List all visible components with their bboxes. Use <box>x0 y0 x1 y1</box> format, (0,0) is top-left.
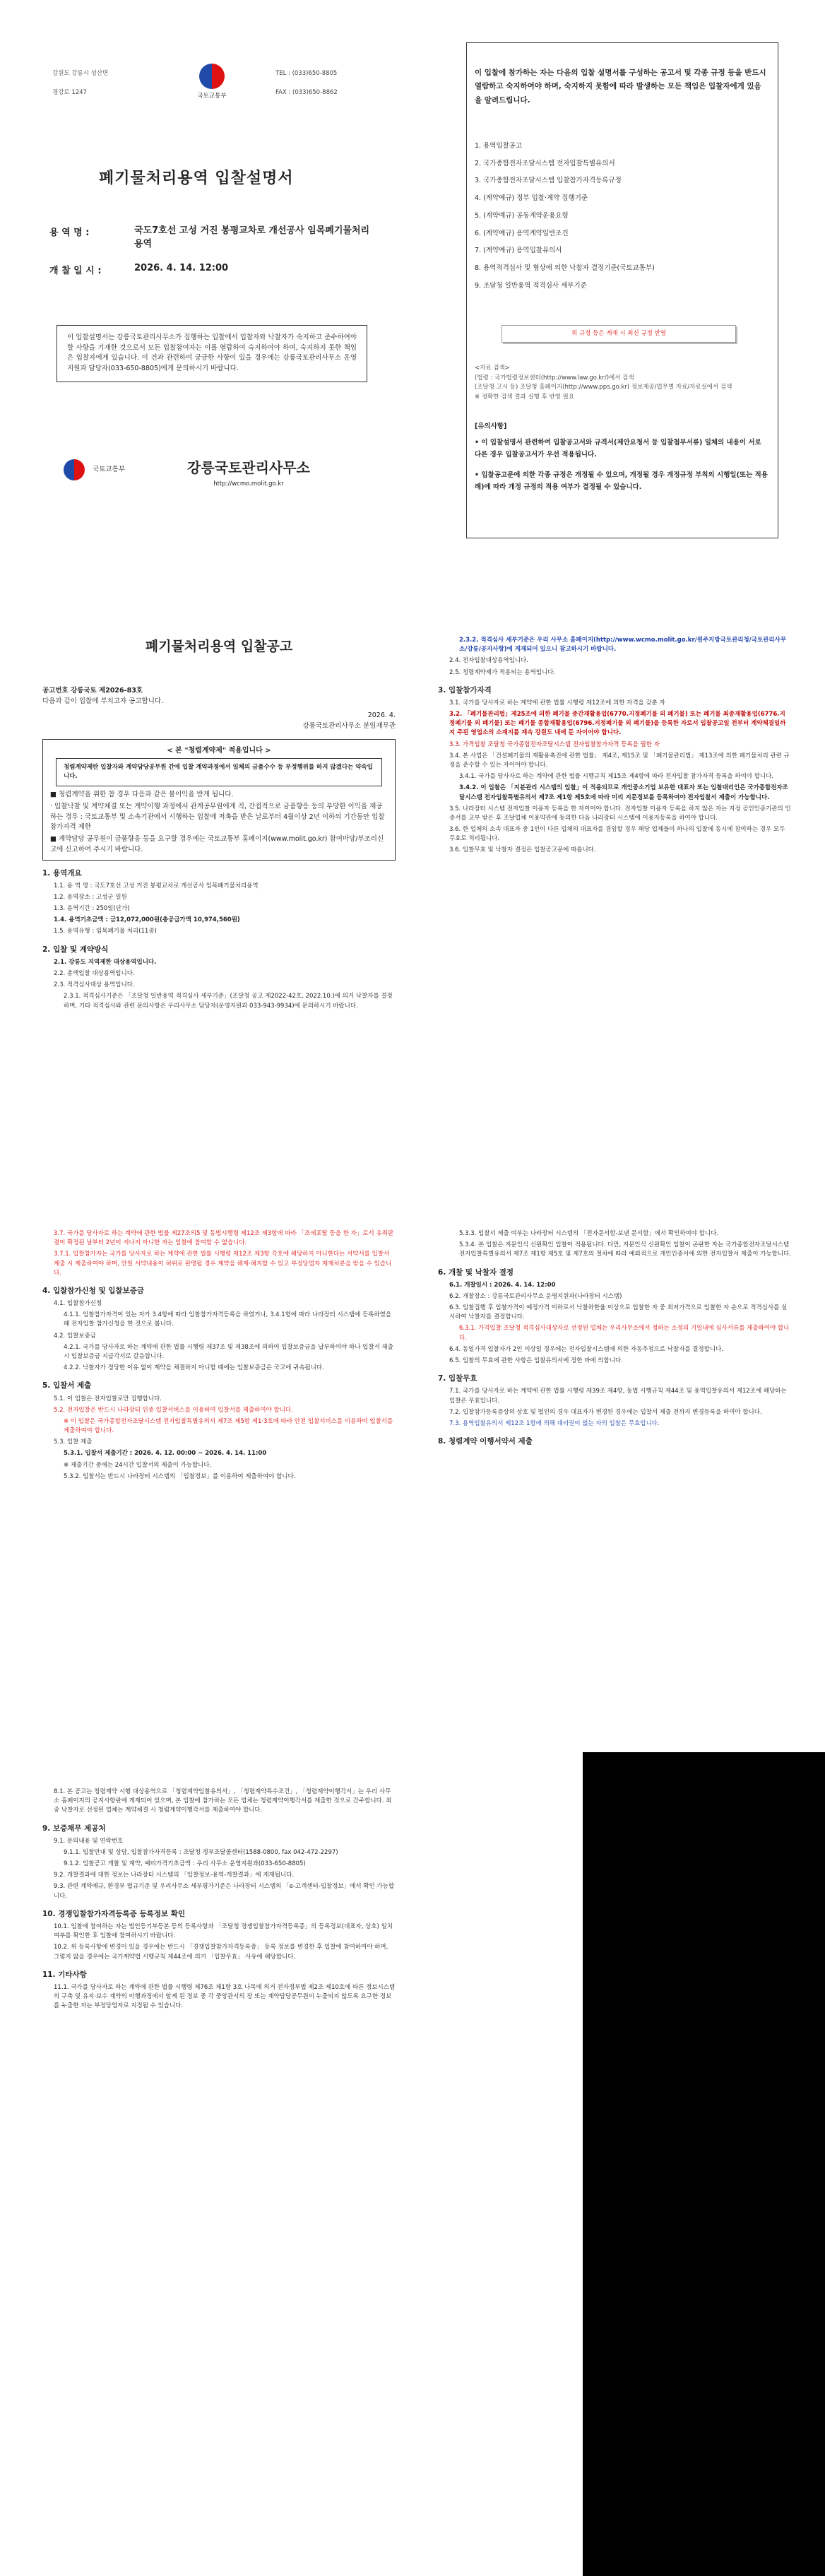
notice-subtitle: 다음과 같이 입찰에 부치고자 공고합니다. <box>42 697 164 705</box>
footer-emblem-icon <box>64 459 85 480</box>
section-item: 1.5. 용역유형 : 임목폐기물 처리(11종) <box>54 928 157 935</box>
blank-region <box>583 1752 825 2576</box>
section-item: 3.4.2. 이 입찰은 「지분관리 시스템의 입찰」이 적용되므로 개인중소기업 보유한 대표자 또는 입찰대리인은 국가종합전자조달시스템 전자입찰특별유의서 제7조 제1항 제5호에 따라 미리 지문정보를 등록하여야 전자입찰서 제출이 가능합니다. <box>459 784 788 801</box>
cover-fax: FAX : (033)650-8862 <box>275 89 338 97</box>
section-item: 9.1. 문의내용 및 연락번호 <box>54 1837 124 1845</box>
source-line: (법령 : 국가법령정보센터(http://www.law.go.kr/)에서 검색 <box>475 374 634 382</box>
section-head: 11. 기타사항 <box>42 1970 87 1979</box>
regulation-item: 5. (계약예규) 공동계약운용요령 <box>475 211 569 220</box>
cover-org: 강원도 강릉시 성산면 <box>52 70 109 77</box>
section-item: 4.1.1. 입찰참가자격이 있는 자가 3.4항에 따라 입찰참가자격등록을 하였거나, 3.4.1항에 따라 나라장터 시스템에 등록하였을 때 전자입찰 참가신청을 한 것으로 봅니다. <box>64 1311 392 1328</box>
section-item: 7.1. 국가를 당사자로 하는 계약에 관한 법률 시행령 제39조 제4항, 동법 시행규칙 제44조 및 용역입찰유의서 제12조에 해당하는 입찰은 무효입니다. <box>449 1388 787 1405</box>
cover-page <box>42 42 381 523</box>
section-head: 10. 경쟁입찰참가자격등록증 등록정보 확인 <box>42 1909 185 1918</box>
section-head: 3. 입찰참가자격 <box>438 685 492 695</box>
page5-left-col <box>42 1788 396 2014</box>
section-item: 4.2. 입찰보증금 <box>54 1332 96 1340</box>
section-item: 10.1. 입찰에 참여하는 자는 법인등기부등본 등의 등록사항과 「조달청 경쟁입찰참가자격등록증」의 등록정보(대표자, 상호) 일치여부를 확인한 후 입찰에 참여하시기 바랍니다. <box>54 1923 393 1940</box>
cover-notice-text: 이 입찰설명서는 강릉국토관리사무소가 집행하는 입찰에서 입찰자와 낙찰자가 숙지하고 준수하여야 할 사항을 기재한 것으로서 모든 입찰참여자는 이를 열람하여 숙지하여야 하며, 숙지하지 못한 책임은 입찰자에게 있습니다. 이 건과 관련하여 궁금한 사항이 있을 경우에는 강릉국토관리사무소 운영지원과 담당자(033-650-8805)에게 문의하시기 바랍니다. <box>67 333 357 373</box>
section-item: 5.3.4. 본 입찰은 지문인식 신원확인 입찰이 적용됩니다. 다만, 지문인식 신원확인 입찰이 곤란한 자는 국가종합전자조달시스템 전자입찰특별유의서 제7조 제1항 제5호 및 제7호의 절차에 따라 예외적으로 개인인증서에 의한 전자입찰서 제출이 가능합니다. <box>459 1241 792 1258</box>
section-item: 9.2. 개찰결과에 대한 정보는 나라장터 시스템의 「입찰정보-용역-개찰결과」에 게재됩니다. <box>54 1872 295 1879</box>
source-line: (조달청 고시 등) 조달청 홈페이지(http://www.pps.go.kr) 정보제공/업무별 자료/자료실에서 검색 <box>475 384 732 391</box>
notice-left-col <box>42 636 396 1013</box>
ministry-logo <box>187 64 237 101</box>
footer-url[interactable]: http://wcmo.molit.go.kr <box>213 480 284 488</box>
pledge-body: 청렴계약제란 입찰자와 계약담당공무원 간에 입찰 계약과정에서 일체의 금품수수 등 부정행위를 하지 않겠다는 약속입니다. <box>64 763 373 781</box>
section-item: 5.3.2. 입찰서는 반드시 나라장터 시스템의 「입찰정보」를 이용하여 제출하여야 합니다. <box>64 1472 296 1480</box>
cover-footer <box>64 459 367 488</box>
cover-notice-box <box>57 325 367 382</box>
section-head: 7. 입찰무효 <box>438 1374 477 1383</box>
section-item: 6.3. 입찰집행 후 입찰가격이 예정가격 이하로서 낙찰하한율 이상으로 입찰한 자 중 최저가격으로 입찰한 자 순으로 적격심사를 실시하여 낙찰자를 결정합니다. <box>449 1304 788 1321</box>
section-item: 3.4. 본 사업은 「건설폐기물의 재활용촉진에 관한 법률」 제4조, 제15조 및 「폐기물관리법」 제13조에 의한 폐기물처리 관련 규정을 준수할 수 있는 자이어야 합니다. <box>449 752 790 769</box>
section-item: 3.4.1. 국가를 당사자로 하는 계약에 관한 법률 시행규칙 제15조 제4항에 따라 전자입찰 참가자격 등록을 하여야 합니다. <box>459 773 774 781</box>
section-2 <box>42 944 396 1011</box>
page4-right-col <box>438 1229 791 1450</box>
section-item: 7.2. 입찰참가등록증상의 상호 및 법인의 경우 대표자가 변경된 경우에는 입찰서 제출 전까지 변경등록을 하여야 합니다. <box>449 1408 762 1416</box>
regulation-item: 9. 조달청 일반용역 적격심사 세부기준 <box>475 281 587 290</box>
guide-notes <box>475 420 768 493</box>
section-item: 9.1.2. 입찰공고 개찰 및 계약, 예비가격기초금액 : 우리 사무소 운영지원과(033-650-8805) <box>64 1860 306 1868</box>
section-item: 8.1. 본 공고는 청렴계약 시행 대상용역으로 「청렴계약입찰유의서」, 「청렴계약특수조건」, 「청렴계약이행각서」는 우리 사무소 홈페이지의 공지사항란에 게재되어 있으며, 본 입찰에 참가하는 모든 업체는 청렴계약이행각서를 제출한 것으로 간주합니다. 최종 낙찰자로 선정된 업체는 계약체결 시 청렴계약이행각서를 제출하여야 합니다. <box>54 1788 392 1814</box>
section-item: 5.3.1. 입찰서 제출기간 : 2026. 4. 12. 00:00 ~ 2026. 4. 14. 11:00 <box>64 1450 267 1458</box>
section-item: ※ 제출기간 중에는 24시간 입찰서의 제출이 가능합니다. <box>64 1461 212 1469</box>
section-item: 2.3. 적격심사대상 용역입니다. <box>54 981 135 989</box>
pledge-bullet: ■ 계약담당 공무원이 금품향응 등을 요구할 경우에는 국토교통부 홈페이지(www.molit.go.kr) 참여마당/부조리신고에 신고하여 주시기 바랍니다. <box>50 835 384 853</box>
regulation-item: 1. 용역입찰공고 <box>475 142 523 150</box>
cover-address: 경강로 1247 <box>52 89 87 97</box>
section-item: 6.3.1. 가격입찰 조달청 적격심사대상자로 선정된 업체는 우리사무소에서 정하는 소정의 기일내에 심사서류를 제출하여야 합니다. <box>459 1325 790 1342</box>
regulation-item: 3. 국가종합전자조달시스템 입찰참가자격등록규정 <box>475 177 622 185</box>
footer-office-name: 강릉국토관리사무소 <box>187 459 310 476</box>
notice-title: 폐기물처리용역 입찰공고 <box>145 639 293 654</box>
page4-left-col <box>42 1229 396 1484</box>
section-head: 9. 보증채무 제공처 <box>42 1824 106 1833</box>
section-item: 3.6. 입찰무효 및 낙찰자 결정은 입찰공고문에 따릅니다. <box>449 846 596 854</box>
section-item: 3.7. 국가를 당사자로 하는 계약에 관한 법률 제27조의5 및 동법시행령 제12조 제3항에 따라 「조세포탈 등을 한 자」로서 유죄판결이 확정된 날부터 2년이 지나지 아니한 자는 입찰에 참여할 수 없습니다. <box>54 1230 394 1247</box>
notice-signer: 강릉국토관리사무소 분임재무관 <box>302 722 396 731</box>
cover-header-left <box>52 69 108 98</box>
source-info <box>475 364 768 402</box>
notice-number: 공고번호 강릉국토 제2026-83호 <box>42 687 143 695</box>
section-item: 3.1. 국가를 당사자로 하는 계약에 관한 법률 시행령 제12조에 의한 자격을 갖춘 자 <box>449 699 665 707</box>
section-item: 6.2. 개찰장소 : 강릉국토관리사무소 운영지원과(나라장터 시스템) <box>449 1292 622 1300</box>
guide-page <box>466 42 784 565</box>
regulation-item: 6. (계약예규) 용역계약일반조건 <box>475 229 569 237</box>
section-head: 5. 입찰서 제출 <box>42 1381 92 1390</box>
section-item: 4.1. 입찰참가신청 <box>54 1300 102 1308</box>
source-head: <자료 검색> <box>475 365 510 372</box>
guide-intro: 이 입찰에 참가하는 자는 다음의 입찰 설명서를 구성하는 공고서 및 각종 규정 등을 반드시 열람하고 숙지하여야 하며, 숙지하지 못함에 따라 발생하는 모든 책임은 입찰자에게 있음을 알려드립니다. <box>475 69 766 105</box>
section-item: 5.2. 전자입찰은 반드시 나라장터 인증 입찰서버스를 이용하여 입찰서를 제출하여야 합니다. <box>54 1406 293 1414</box>
pledge-bullet: ■ 청렴계약을 위한 참 경우 다음과 같은 불이익을 받게 됩니다. <box>50 791 234 799</box>
regulation-item: 8. 용역적격심사 및 협상에 의한 낙찰자 결정기준(국토교통부) <box>475 264 655 273</box>
ministry-name: 국토교통부 <box>197 93 227 100</box>
section-item: 3.7.1. 입찰참가자는 국가를 당사자로 하는 계약에 관한 법률 시행령 제12조 제3항 각호에 해당하지 아니한다는 서약서를 입찰서 제출 시 제출하여야 하며, 만일 서약내용이 허위로 판명될 경우 계약을 해제·해지할 수 있고 부정당업자 제재처분을 받을 수 있습니다. <box>54 1251 392 1277</box>
section-head: 1. 용역개요 <box>42 868 82 878</box>
section-item: 9.1.1. 입찰안내 및 상담, 입찰참가자격등록 : 조달청 정부조달콜센터(1588-0800, fax 042-472-2297) <box>64 1848 338 1856</box>
section-item: 5.1. 이 입찰은 전자입찰로만 집행합니다. <box>54 1395 162 1402</box>
section-item: ※ 이 입찰은 국가종합전자조달시스템 전자입찰특별유의서 제7조 제5항 제1·3호에 따라 안전 입찰서비스를 이용하여 입찰서를 제출하여야 합니다. <box>64 1417 393 1435</box>
regulation-banner: 위 규정 등은 게재 시 최신 규정 반영 <box>501 325 736 343</box>
cover-header-right <box>275 69 338 98</box>
section-item: 2.5. 청렴계약제가 적용되는 용역입니다. <box>449 668 556 676</box>
section-item: 11.1. 국가를 당사자로 하는 계약에 관한 법률 시행령 제76조 제1항 3호 나목에 의거 전자정부법 제2조 제10호에 따른 정보시스템의 구축 및 유지·보수 계약의 이행과정에서 알게 된 정보 중 각 중앙관서의 장 또는 계약담당공무원이 누출되지 않도록 요구한 정보를 누출한 자는 부정당업자로 지정될 수 있습니다. <box>54 1984 396 2010</box>
section-item: 3.6. 한 업체의 소속 대표자 중 1인이 다른 업체의 대표자를 겸임할 경우 해당 업체들이 하나의 입찰에 동시에 참여하는 경우 모두 무효로 처리됩니다. <box>449 826 785 843</box>
section-item: 1.1. 용 역 명 : 국도7호선 고성 거진 봉평교차로 개선공사 임목폐기물처리용역 <box>54 882 259 890</box>
source-line: ※ 정확한 검색 결과 실행 후 반영 필요 <box>475 393 574 401</box>
section-item: 6.5. 입찰의 무효에 관한 사항은 입찰유의서에 정한 바에 의합니다. <box>449 1357 623 1364</box>
section-item: 3.3. 가격입찰 조달청 국가종합전자조달시스템 전자입찰참가자격 등록을 필한 자 <box>449 740 660 748</box>
section-item: 4.2.1. 국가를 당사자로 하는 계약에 관한 법률 시행령 제37조 및 제38조에 의하여 입찰보증금을 납부하여야 하나 입찰서 제출 시 입찰보증금 지급각서로 갈음합니다. <box>64 1343 393 1360</box>
section-item: 2.3.2. 적격심사 세부기준은 우리 사무소 홈페이지(http://www.wcmo.molit.go.kr/원주지방국토관리청/국토관리사무소/강릉/공지사항)에 게재되어 있으니 참고하시기 바랍니다. <box>459 637 787 654</box>
notice-right-col <box>438 636 791 858</box>
pledge-head: < 본 "청렴계약제" 적용입니다 > <box>167 746 271 755</box>
section-head: 8. 청렴계약 이행서약서 제출 <box>438 1437 533 1446</box>
regulation-item: 4. (계약예규) 정부 입찰·계약 집행기준 <box>475 194 588 203</box>
regulation-item: 2. 국가종합전자조달시스템 전자입찰특별유의서 <box>475 159 615 167</box>
integrity-pledge-box <box>42 739 396 861</box>
section-item: 1.2. 용역장소 : 고성군 일원 <box>54 893 127 901</box>
section-item: 2.2. 총액입찰 대상용역입니다. <box>54 970 135 978</box>
section-item: 2.1. 강릉도 지역제한 대상용역입니다. <box>54 958 157 966</box>
note-item: • 이 입찰설명서 관련하여 입찰공고서와 규격서(제안요청서 등 입찰첨부서류) 일체의 내용이 서로 다른 경우 입찰공고서가 우선 적용됩니다. <box>475 439 761 459</box>
pledge-bullet: · 입찰낙찰 및 계약체결 또는 계약이행 과정에서 관계공무원에게 직, 간접적으로 금품향응 등의 부당한 이익을 제공하는 경우 : 국토교통부 및 소속기관에서 시행하는 입찰에 저촉을 받은 날로부터 4월이상 2년 이하의 기간동안 입찰참가자격 제한 <box>50 802 385 832</box>
section-item: 6.1. 개찰일시 : 2026. 4. 14. 12:00 <box>449 1281 556 1289</box>
section-item: 3.2. 「폐기물관리법」제25조에 의한 폐기물 중간재활용업(6770.지정폐기물 외 폐기물) 또는 폐기물 최종재활용업(6776.지정폐기물 외 폐기물) 또는 폐기물 종합재활용업(6796.지정폐기물 외 폐기물)을 등록한 자로서 입찰공고일 전부터 계약체결일까지 주된 영업소의 소재지를 계속 강원도 내에 둔 자이어야 합니다. <box>449 711 786 737</box>
section-item: 3.5. 나라장터 시스템 전자입찰 이용자 등록을 한 자이어야 합니다. 전자입찰 이용자 등록을 하지 않은 자는 지정 공인인증기관의 인증서를 교부 받은 후 조달업체 이용약관에 동의한 다음 나라장터 시스템에 이용자등록을 하여야 합니다. <box>449 805 791 822</box>
note-item: • 입찰공고문에 의한 각종 규정은 개정될 수 있으며, 개정될 경우 개정규정 부칙의 시행일(또는 적용례)에 따라 개정 규정의 적용 여부가 결정될 수 있습니다. <box>475 471 768 492</box>
regulation-list <box>475 141 768 298</box>
project-name: 국도7호선 고성 거진 봉평교차로 개선공사 임목폐기물처리용역 <box>134 225 370 249</box>
section-item: 9.3. 관련 계약예규, 환경부 법규기준 및 우리사무소 세부평가기준은 나라장터 시스템의 「e-고객센터-입찰정보」에서 확인 가능합니다. <box>54 1883 395 1900</box>
section-item: 7.3. 용역입찰유의서 제12조 1항에 의해 대리권이 없는 자의 입찰은 무효입니다. <box>449 1419 660 1427</box>
section-item: 5.3. 입찰 제출 <box>54 1438 93 1446</box>
notes-head: [유의사항] <box>475 423 507 430</box>
section-item: 1.3. 용역기간 : 250일(단가) <box>54 905 130 913</box>
section-1 <box>42 868 396 937</box>
regulation-item: 7. (계약예규) 용역입찰유의서 <box>475 247 562 255</box>
section-head: 2. 입찰 및 계약방식 <box>42 945 109 954</box>
section-item: 1.4. 용역기초금액 : 금12,072,000원(총공급가액 10,974,560원) <box>54 916 240 924</box>
footer-ministry: 국토교통부 <box>93 465 125 473</box>
opening-date-value: 2026. 4. 14. 12:00 <box>134 262 229 273</box>
ministry-emblem-icon <box>199 64 225 89</box>
section-item: 5.3.3. 입찰서 제출 여부는 나라장터 시스템의 「전자문서함-보낸 문서함」에서 확인하여야 합니다. <box>459 1230 719 1237</box>
section-item: 10.2. 위 등록사항에 변경이 있을 경우에는 반드시 「경쟁입찰참가자격등록증」 등록 정보를 변경한 후 입찰에 참여하여야 하며, 그렇지 않을 경우에는 국가계약법 시행규칙 제44조에 의거 「입찰무효」 사유에 해당합니다. <box>54 1944 388 1961</box>
notice-date: 2026. 4. <box>367 711 396 720</box>
section-item: 6.4. 동일가격 입찰자가 2인 이상일 경우에는 전자입찰시스템에 의한 자동추첨으로 낙찰자를 결정합니다. <box>449 1345 724 1353</box>
section-head: 6. 개찰 및 낙찰자 결정 <box>438 1268 514 1277</box>
cover-title: 폐기물처리용역 입찰설명서 <box>99 169 294 187</box>
project-info <box>49 225 374 276</box>
section-head: 4. 입찰참가신청 및 입찰보증금 <box>42 1286 144 1295</box>
project-label: 용 역 명 : <box>49 228 90 238</box>
section-item: 2.3.1. 적격심사기준은 「조달청 일반용역 적격심사 세부기준」(조달청 공고 제2022-42호, 2022.10.)에 의거 낙찰자를 결정하며, 기타 적격심사와 관련 문의사항은 우리사무소 담당자(운영지원과 033-943-9934)에 문의하시기 바랍니다. <box>64 993 393 1010</box>
section-item: 4.2.2. 낙찰자가 정당한 이유 없이 계약을 체결하지 아니할 때에는 입찰보증금은 국고에 귀속됩니다. <box>64 1364 324 1372</box>
opening-date-label: 개 찰 일 시 : <box>49 265 102 276</box>
section-item: 2.4. 전자입찰대상용역입니다. <box>449 657 528 665</box>
cover-tel: TEL : (033)650-8805 <box>275 70 338 77</box>
